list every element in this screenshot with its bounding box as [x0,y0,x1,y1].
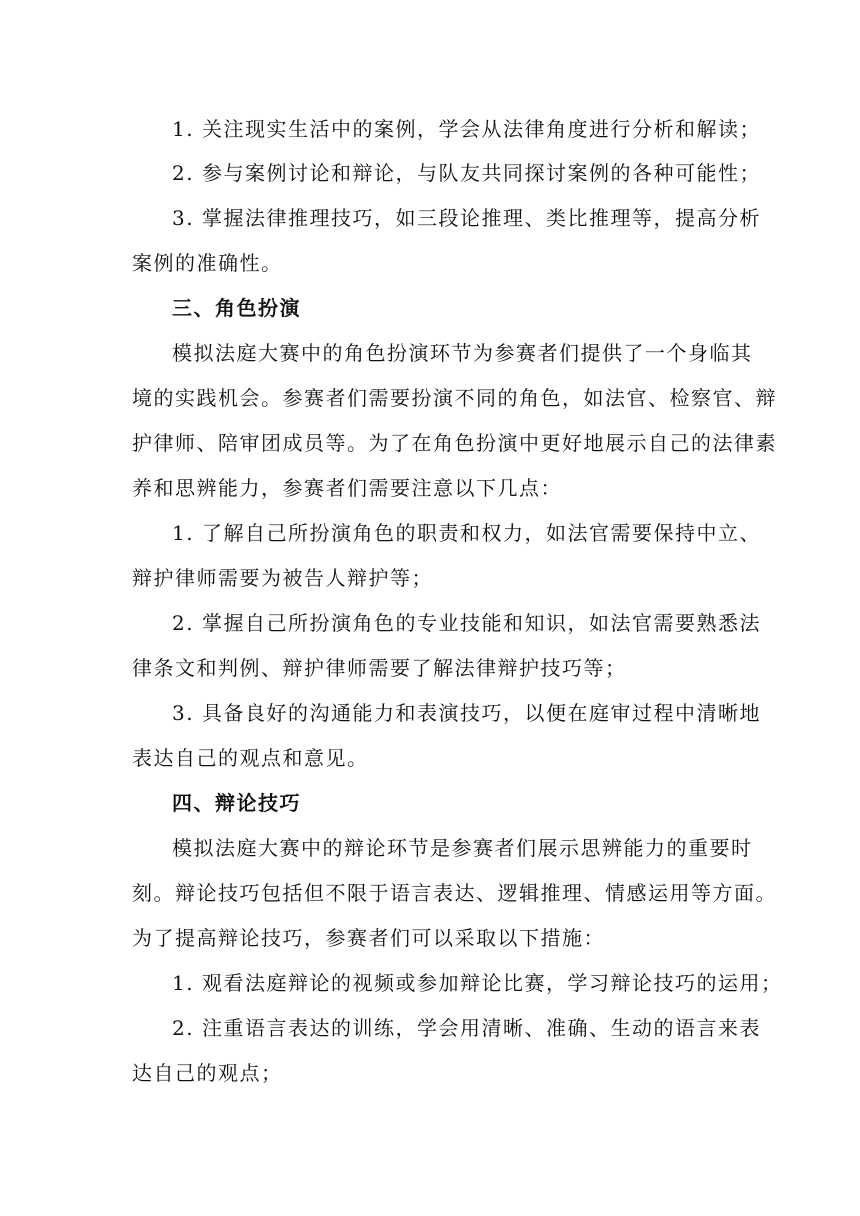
list-item-1-continued: 辩护律师需要为被告人辩护等； [132,566,433,590]
paragraph-line: 养和思辨能力，参赛者们需要注意以下几点： [132,476,562,500]
paragraph-line: 模拟法庭大赛中的角色扮演环节为参赛者们提供了一个身临其 [172,341,753,365]
section-heading-debate-skills: 四、辩论技巧 [172,791,301,815]
list-item-3-continued: 表达自己的观点和意见。 [132,746,369,770]
list-item-1: 1. 了解自己所扮演角色的职责和权力，如法官需要保持中立、 [172,521,761,545]
list-item-1: 1. 关注现实生活中的案例，学会从法律角度进行分析和解读； [172,117,761,141]
list-item-1: 1. 观看法庭辩论的视频或参加辩论比赛，学习辩论技巧的运用； [172,971,783,995]
list-item-2-continued: 达自己的观点； [132,1061,283,1085]
section-heading-role-play: 三、角色扮演 [172,296,301,320]
paragraph-line: 模拟法庭大赛中的辩论环节是参赛者们展示思辨能力的重要时 [172,836,753,860]
paragraph-line: 为了提高辩论技巧，参赛者们可以采取以下措施： [132,926,605,950]
list-item-3-continued: 案例的准确性。 [132,251,283,275]
list-item-3: 3. 掌握法律推理技巧，如三段论推理、类比推理等，提高分析 [172,206,761,230]
list-item-2: 2. 注重语言表达的训练，学会用清晰、准确、生动的语言来表 [172,1016,761,1040]
list-item-2: 2. 掌握自己所扮演角色的专业技能和知识，如法官需要熟悉法 [172,611,761,635]
list-item-2: 2. 参与案例讨论和辩论，与队友共同探讨案例的各种可能性； [172,161,761,185]
paragraph-line: 护律师、陪审团成员等。为了在角色扮演中更好地展示自己的法律素 [132,431,777,455]
paragraph-line: 境的实践机会。参赛者们需要扮演不同的角色，如法官、检察官、辩 [132,386,777,410]
list-item-2-continued: 律条文和判例、辩护律师需要了解法律辩护技巧等； [132,656,627,680]
paragraph-line: 刻。辩论技巧包括但不限于语言表达、逻辑推理、情感运用等方面。 [132,881,777,905]
list-item-3: 3. 具备良好的沟通能力和表演技巧，以便在庭审过程中清晰地 [172,701,761,725]
